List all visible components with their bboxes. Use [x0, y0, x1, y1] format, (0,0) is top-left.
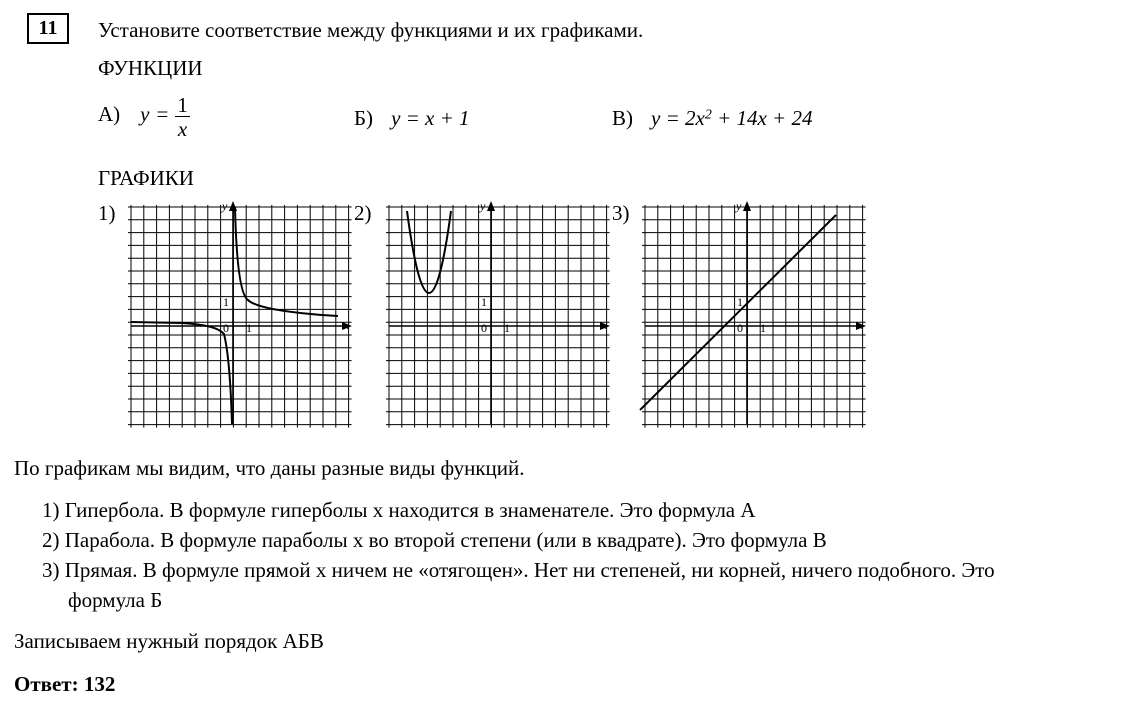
function-b-label: Б) — [354, 106, 374, 130]
graph-2-y-arrow — [487, 201, 495, 211]
function-a — [98, 94, 190, 141]
solution-item-1 — [42, 498, 756, 523]
graph-2-curve — [407, 211, 451, 293]
graph-1-grid — [128, 205, 352, 428]
graph-1-origin-label: 0 — [223, 321, 229, 335]
solution-item-3-num: 3) — [42, 558, 60, 582]
graph-3-grid — [642, 205, 866, 428]
graph-2-grid — [386, 205, 610, 428]
graph-1-y-arrow — [229, 201, 237, 211]
graphs-heading: ГРАФИКИ — [98, 166, 194, 190]
function-a-label: А) — [98, 102, 121, 127]
graph-3-label: 3) — [612, 201, 630, 225]
graph-2-label: 2) — [354, 201, 372, 225]
function-c-formula-rest: + 14x + 24 — [711, 106, 813, 130]
graph-3-y-arrow — [743, 201, 751, 211]
graph-2-origin-label: 0 — [481, 321, 487, 335]
graph-1-unit-y-label: 1 — [223, 295, 229, 309]
solution-item-2 — [42, 528, 827, 553]
function-a-fraction — [175, 94, 190, 141]
function-c-label: В) — [612, 106, 633, 130]
graph-2-unit-x-label: 1 — [504, 321, 510, 335]
function-b-formula: y = x + 1 — [391, 106, 470, 130]
solution-item-2-num: 2) — [42, 528, 60, 552]
function-c — [612, 106, 812, 131]
graph-3-unit-y-label: 1 — [737, 295, 743, 309]
solution-item-3 — [42, 558, 995, 583]
solution-item-3-continuation: формула Б — [68, 588, 163, 612]
answer-text: Ответ: 132 — [14, 672, 116, 696]
graph-2-x-label: x — [602, 318, 608, 332]
solution-item-1-num: 1) — [42, 498, 60, 522]
function-a-eq: = — [156, 102, 169, 127]
graph-1-hyperbola — [122, 198, 362, 430]
solution-intro: По графикам мы видим, что даны разные виды функций. — [14, 456, 525, 480]
function-c-exponent: 2 — [704, 107, 712, 123]
task-number-box: 11 — [27, 13, 69, 44]
graph-3-line — [636, 198, 876, 430]
functions-heading: ФУНКЦИИ — [98, 56, 203, 80]
task-statement: Установите соответствие между функциями и их графиками. — [98, 18, 644, 42]
solution-item-3-text: Прямая. В формуле прямой x ничем не «отягощен». Нет ни степеней, ни корней, ничего подобного. Это — [64, 558, 995, 582]
graph-2-parabola — [380, 198, 620, 430]
graph-2-y-label: y — [480, 199, 486, 213]
graph-3-unit-x-label: 1 — [760, 321, 766, 335]
graph-3-curve — [640, 215, 836, 410]
graph-3-origin-label: 0 — [737, 321, 743, 335]
graph-3-y-label: y — [736, 199, 742, 213]
graph-1-unit-x-label: 1 — [246, 321, 252, 335]
graph-1-x-label: x — [344, 318, 350, 332]
graph-1-y-label: y — [222, 199, 228, 213]
solution-item-1-text: Гипербола. В формуле гиперболы x находится в знаменателе. Это формула А — [64, 498, 756, 522]
function-a-denominator: x — [175, 116, 190, 141]
function-a-lhs: y — [140, 102, 150, 127]
function-b — [354, 106, 470, 131]
graph-2-unit-y-label: 1 — [481, 295, 487, 309]
solution-item-2-text: Парабола. В формуле параболы x во второй степени (или в квадрате). Это формула В — [64, 528, 827, 552]
graph-3-x-label: x — [858, 318, 864, 332]
graph-1-label: 1) — [98, 201, 116, 225]
solution-order: Записываем нужный порядок АБВ — [14, 629, 324, 653]
function-c-formula-main: y = 2x — [651, 106, 705, 130]
function-a-numerator: 1 — [177, 93, 188, 117]
